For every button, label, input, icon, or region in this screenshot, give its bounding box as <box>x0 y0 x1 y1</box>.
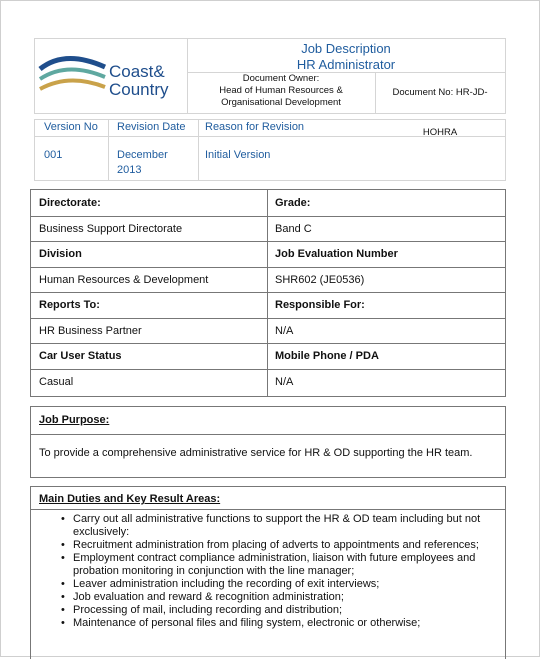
responsible-for-value: N/A <box>275 325 294 337</box>
duty-item: • Employment contract compliance administration, liaison with future employees and probation monitoring in conjunction with the line manager; <box>61 552 476 577</box>
revision-date-header: Revision Date <box>117 121 186 133</box>
revision-date-value: December 2013 <box>117 149 168 176</box>
division-label: Division <box>39 248 82 260</box>
owner-line-3: Organisational Development <box>221 97 341 108</box>
car-user-label: Car User Status <box>39 350 122 362</box>
job-evaluation-label: Job Evaluation Number <box>275 248 398 260</box>
duty-item: • Maintenance of personal files and filing system, electronic or otherwise; <box>61 617 421 629</box>
main-duties-label: Main Duties and Key Result Areas: <box>39 493 221 505</box>
responsible-for-label: Responsible For: <box>275 299 365 311</box>
mobile-phone-label: Mobile Phone / PDA <box>275 350 379 362</box>
job-purpose-text: To provide a comprehensive administrative service for HR & OD supporting the HR team. <box>39 447 473 459</box>
owner-line-2: Head of Human Resources & <box>219 85 343 96</box>
version-value: 001 <box>44 149 63 161</box>
duty-item: • Job evaluation and reward & recognition administration; <box>61 591 344 603</box>
grade-value: Band C <box>275 223 312 235</box>
document-number: Document No: HR-JD- HOHRA <box>392 87 488 138</box>
reports-to-label: Reports To: <box>39 299 100 311</box>
duty-item: • Carry out all administrative functions to support the HR & OD team including but not exclusively: <box>61 513 481 538</box>
directorate-label: Directorate: <box>39 197 101 209</box>
division-value: Human Resources & Development <box>39 274 209 286</box>
title-line-2: HR Administrator <box>296 57 396 72</box>
mobile-phone-value: N/A <box>275 376 294 388</box>
duty-item: • Recruitment administration from placing of adverts to appointments and references; <box>61 539 479 551</box>
grade-label: Grade: <box>275 197 311 209</box>
job-evaluation-value: SHR602 (JE0536) <box>275 274 365 286</box>
main-duties-box <box>30 486 506 659</box>
duties-list <box>45 513 495 630</box>
duty-item: • Processing of mail, including recording and distribution; <box>61 604 343 616</box>
job-purpose-label: Job Purpose: <box>39 414 110 426</box>
logo-text-line-1: Coast& <box>109 62 165 81</box>
reason-header: Reason for Revision <box>205 121 305 133</box>
directorate-value: Business Support Directorate <box>39 223 183 235</box>
version-header: Version No <box>44 121 98 133</box>
car-user-value: Casual <box>39 376 74 388</box>
version-table <box>34 119 506 181</box>
company-logo <box>35 39 188 113</box>
owner-line-1: Document Owner: <box>242 73 320 84</box>
document-owner <box>187 73 376 113</box>
reason-value: Initial Version <box>205 149 271 161</box>
job-purpose-box <box>30 406 506 478</box>
duty-item: • Leaver administration including the recording of exit interviews; <box>61 578 380 590</box>
title-line-1: Job Description <box>301 41 391 56</box>
document-title <box>187 39 505 73</box>
logo-text-line-2: Country <box>109 80 169 99</box>
reports-to-value: HR Business Partner <box>39 325 142 337</box>
job-info-grid <box>30 189 506 397</box>
